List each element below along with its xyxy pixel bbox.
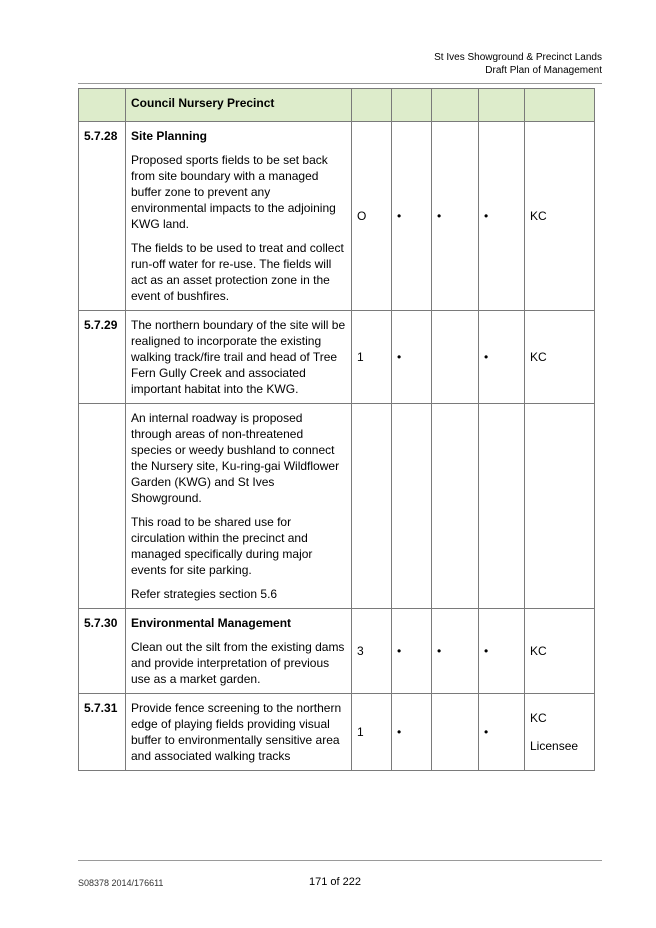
header-col1-cell (392, 89, 432, 122)
section-header-row (79, 89, 595, 122)
header-col2-cell (432, 89, 479, 122)
timeframe-bullet-2 (432, 694, 479, 771)
timeframe-bullet-1: • (392, 122, 432, 311)
table-row (79, 311, 595, 404)
responsibility-cell (525, 311, 595, 404)
timeframe-bullet-2: • (432, 122, 479, 311)
strategy-paragraph: The northern boundary of the site will be realigned to incorporate the existing walking track/fire trail and head of Tree Fern Gully Creek and associated important habitat into the KWG. (131, 318, 346, 396)
strategy-description (126, 122, 352, 311)
priority-cell: 1 (352, 694, 392, 771)
responsibility-cell (525, 122, 595, 311)
timeframe-bullet-3: • (479, 609, 525, 694)
priority-cell: 1 (352, 311, 392, 404)
strategy-description (126, 694, 352, 771)
responsibility-cell (525, 609, 595, 694)
table-row (79, 609, 595, 694)
header-title: St Ives Showground & Precinct Lands (434, 52, 602, 63)
timeframe-bullet-3: • (479, 122, 525, 311)
strategy-heading: Site Planning (131, 129, 208, 143)
priority-cell: 3 (352, 609, 392, 694)
page-header (434, 51, 602, 77)
timeframe-bullet-2 (432, 311, 479, 404)
responsibility-entry: Licensee (530, 739, 579, 753)
page-number: 171 of 222 (309, 876, 361, 888)
strategy-number: 5.7.28 (79, 122, 126, 311)
timeframe-bullet-1: • (392, 694, 432, 771)
strategy-paragraph: Proposed sports fields to be set back from site boundary with a managed buffer zone to prevent any environmental impacts to the adjoining KWG land. (131, 153, 336, 231)
table-row (79, 404, 595, 609)
section-title: Council Nursery Precinct (126, 89, 352, 122)
header-resp-cell (525, 89, 595, 122)
timeframe-bullet-2 (432, 404, 479, 609)
header-divider (78, 83, 602, 84)
timeframe-bullet-1: • (392, 609, 432, 694)
responsibility-cell (525, 404, 595, 609)
timeframe-bullet-3 (479, 404, 525, 609)
header-subtitle: Draft Plan of Management (485, 65, 602, 76)
strategy-paragraph: Clean out the silt from the existing dams and provide interpretation of previous use as a market garden. (131, 640, 345, 686)
strategy-paragraph: Provide fence screening to the northern edge of playing fields providing visual buffer to environmentally sensitive area and associated walking tracks (131, 701, 342, 763)
priority-cell (352, 404, 392, 609)
strategy-paragraph: Refer strategies section 5.6 (131, 587, 278, 601)
strategy-description (126, 404, 352, 609)
strategy-paragraph: This road to be shared use for circulation within the precinct and managed specifically during major events for site parking. (131, 515, 313, 577)
footer-divider (78, 860, 602, 861)
strategy-number: 5.7.30 (79, 609, 126, 694)
timeframe-bullet-2: • (432, 609, 479, 694)
strategy-number: 5.7.29 (79, 311, 126, 404)
table-row (79, 694, 595, 771)
responsibility-entry: KC (530, 711, 547, 725)
responsibility-entry: KC (530, 209, 547, 223)
timeframe-bullet-3: • (479, 311, 525, 404)
management-plan-table (78, 88, 595, 771)
document-reference: S08378 2014/176611 (78, 878, 164, 888)
strategy-number (79, 404, 126, 609)
strategy-description (126, 311, 352, 404)
header-col3-cell (479, 89, 525, 122)
table-row (79, 122, 595, 311)
header-priority-cell (352, 89, 392, 122)
timeframe-bullet-1: • (392, 311, 432, 404)
responsibility-entry: KC (530, 644, 547, 658)
priority-cell: O (352, 122, 392, 311)
strategy-heading: Environmental Management (131, 616, 292, 630)
header-number-cell (79, 89, 126, 122)
responsibility-entry: KC (530, 350, 547, 364)
strategy-paragraph: The fields to be used to treat and collect run-off water for re-use. The fields will act as an asset protection zone in the event of bushfires. (131, 241, 344, 303)
strategy-description (126, 609, 352, 694)
timeframe-bullet-3: • (479, 694, 525, 771)
timeframe-bullet-1 (392, 404, 432, 609)
responsibility-cell (525, 694, 595, 771)
strategy-paragraph: An internal roadway is proposed through areas of non-threatened species or weedy bushland to connect the Nursery site, Ku-ring-gai Wildflower Garden (KWG) and St Ives Showground. (131, 411, 340, 505)
strategy-number: 5.7.31 (79, 694, 126, 771)
